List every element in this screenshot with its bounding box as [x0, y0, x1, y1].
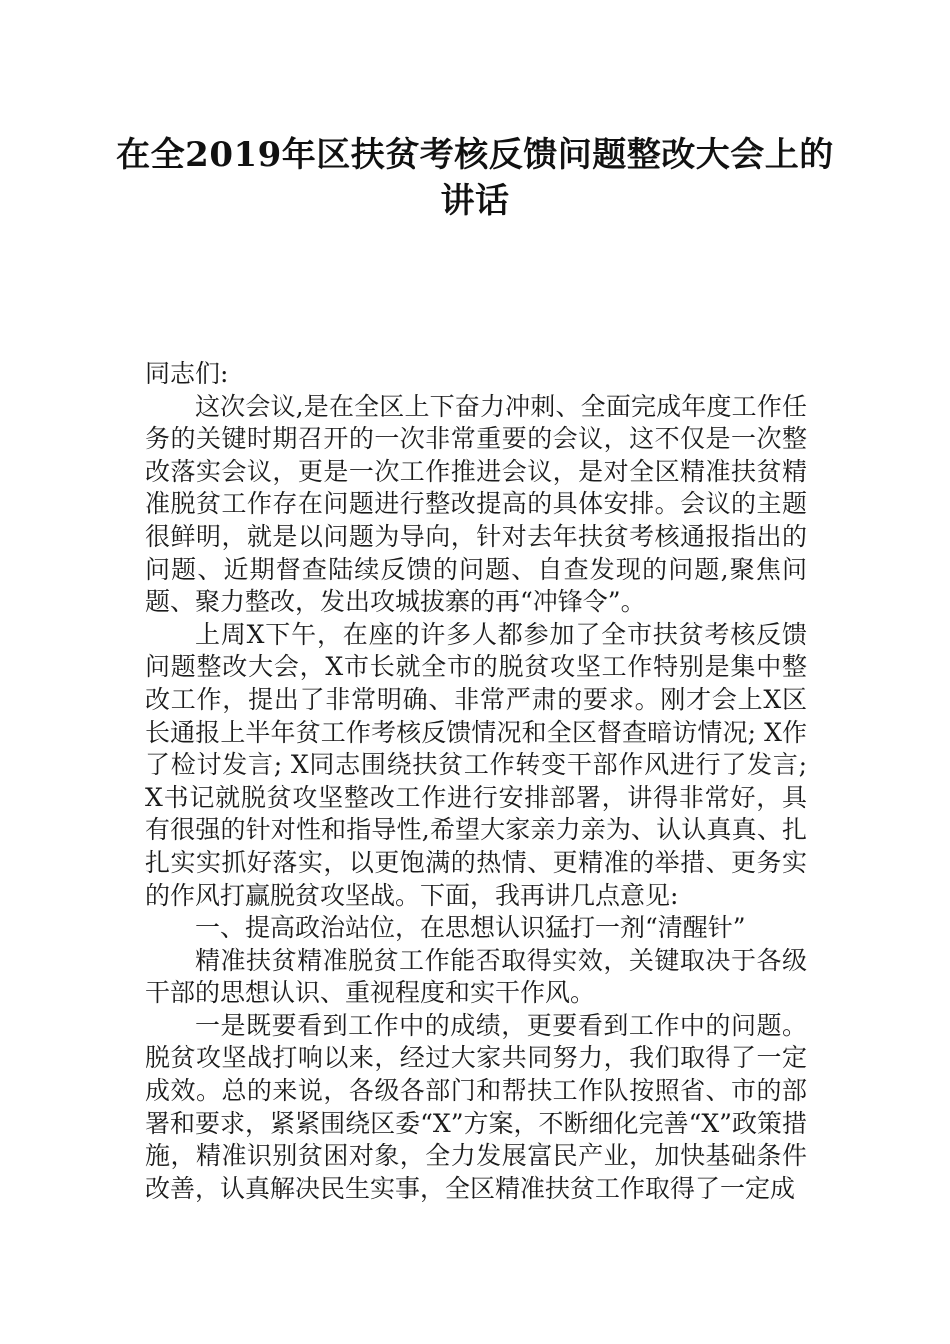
greeting: 同志们:	[145, 359, 229, 388]
section-heading-1: 一、提高政治站位，在思想认识猛打一剂“清醒针”	[195, 913, 746, 943]
paragraph-point-one: 一是既要看到工作中的成绩，更要看到工作中的问题。脱贫攻坚战打响以来，经过大家共同努力，我们取得了一定成效。总的来说，各级各部门和帮扶工作队按照省、市的部署和要求，紧紧围绕区委“X”方案，不断细化完善“X”政策措施，精准识别贫困对象，全力发展富民产业，加快基础条件改善，认真解决民生实事，全区精准扶贫工作取得了一定成	[145, 1010, 807, 1203]
document-title: 在全2019年区扶贫考核反馈问题整改大会上的讲话	[116, 135, 834, 221]
paragraph-opening: 这次会议,是在全区上下奋力冲刺、全面完成年度工作任务的关键时期召开的一次非常重要的会议，这不仅是一次整改落实会议，更是一次工作推进会议，是对全区精准扶贫精准脱贫工作存在问题进行整改提高的具体安排。会议的主题很鲜明，就是以问题为导向，针对去年扶贫考核通报指出的问题、近期督查陆续反馈的问题、自查发现的问题,聚焦问题、聚力整改，发出攻城拔寨的再“冲锋令”。	[145, 391, 807, 617]
paragraph-last-week: 上周X下午，在座的许多人都参加了全市扶贫考核反馈问题整改大会，X市长就全市的脱贫攻坚工作特别是集中整改工作，提出了非常明确、非常严肃的要求。刚才会上X区长通报上半年贫工作考核反馈情况和全区督查暗访情况; X作了检讨发言; X同志围绕扶贫工作转变干部作风进行了发言; X书记就脱贫攻坚整改工作进行安排部署，讲得非常好，具有很强的针对性和指导性,希望大家亲力亲为、认认真真、扎扎实实抓好落实，以更饱满的热情、更精准的举措、更务实的作风打赢脱贫攻坚战。下面，我再讲几点意见:	[145, 619, 807, 910]
paragraph-key-factor: 精准扶贫精准脱贫工作能否取得实效，关键取决于各级干部的思想认识、重视程度和实干作风。	[145, 945, 807, 1008]
document-body	[145, 358, 807, 1205]
